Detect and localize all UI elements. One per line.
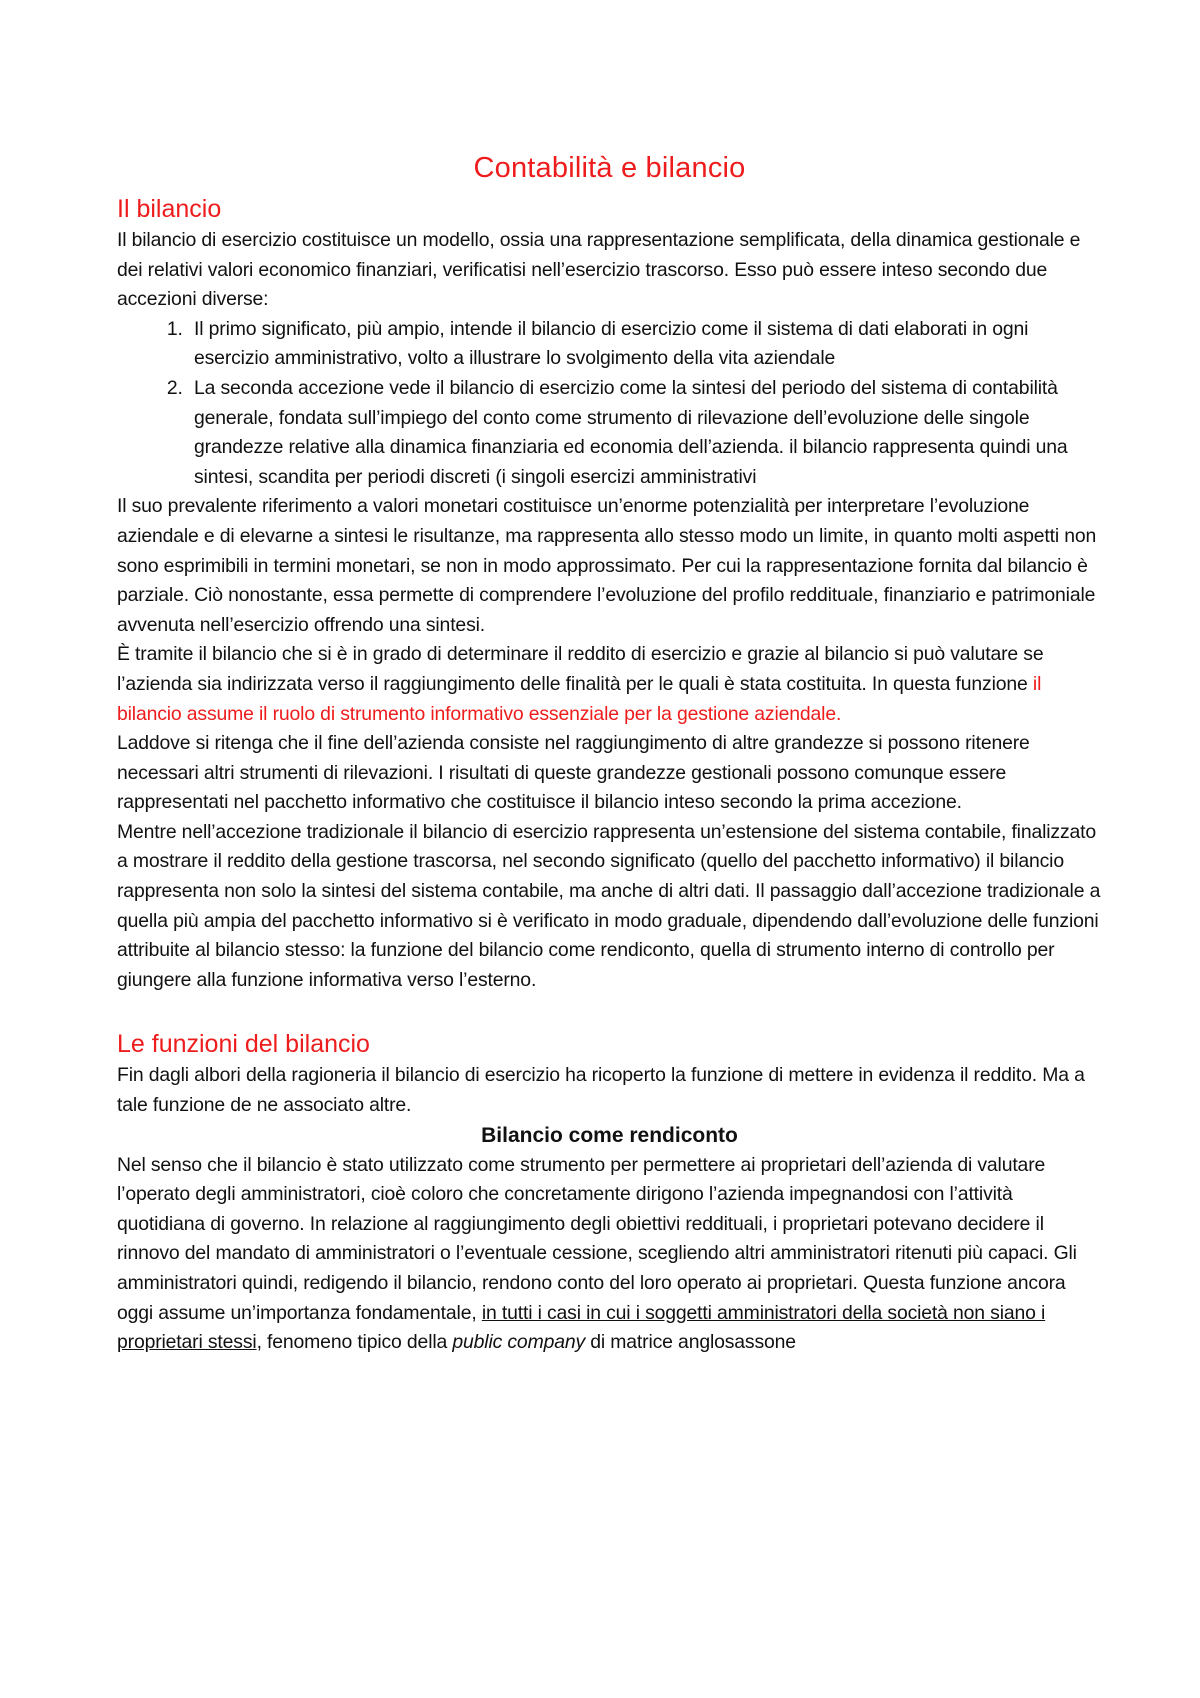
section-heading-funzioni: Le funzioni del bilancio bbox=[117, 1030, 370, 1059]
underlined-text: in tutti i casi in cui i soggetti amministratori della società non siano i proprietari stessi bbox=[117, 1301, 1046, 1354]
paragraph-accezione-tradizionale: Mentre nell’accezione tradizionale il bilancio di esercizio rappresenta un’estensione del sistema contabile, finalizzato a mostrare il reddito della gestione trascorsa, nel secondo significato (quello del pacchetto informativo) il bilancio rappresenta non solo la sintesi del sistema contabile, ma anche di altri dati. Il passaggio dall’accezione tradizionale a quella più ampia del pacchetto informativo si è verificato in modo graduale, dipendendo dall’evoluzione delle funzioni attribuite al bilancio stesso: la funzione del bilancio come rendiconto, quella di strumento interno di controllo per giungere alla funzione informativa verso l’esterno. bbox=[117, 820, 1101, 991]
subheading-rendiconto: Bilancio come rendiconto bbox=[481, 1123, 738, 1147]
paragraph-intro: Il bilancio di esercizio costituisce un modello, ossia una rappresentazione semplificata, della dinamica gestionale e dei relativi valori economico finanziari, verificatisi nell’esercizio trascorso. Esso può essere inteso secondo due accezioni diverse: bbox=[117, 229, 1081, 311]
paragraph-rendiconto-text-3: di matrice anglosassone bbox=[585, 1331, 796, 1354]
paragraph-monetary: Il suo prevalente riferimento a valori monetari costituisce un’enorme potenzialità per interpretare l’evoluzione aziendale e di elevarne a sintesi le risultanze, ma rappresenta allo stesso modo un limite, in quanto molti aspetti non sono esprimibili in termini monetari, se non in modo approssimato. Per cui la rappresentazione fornita dal bilancio è parziale. Ciò nonostante, essa permette di comprendere l’evoluzione del profilo reddituale, finanziario e patrimoniale avvenuta nell’esercizio offrendo una sintesi. bbox=[117, 495, 1097, 636]
paragraph-rendiconto-text: Nel senso che il bilancio è stato utilizzato come strumento per permettere ai proprietari dell’azienda di valutare l’operato degli amministratori, cioè coloro che concretamente dirigono l’azienda impegnandosi con l’attività quotidiana di governo. In relazione al raggiungimento degli obiettivi reddituali, i proprietari potevano decidere il rinnovo del mandato di amministratori o l’eventuale cessione, scegliendo altri amministratori ritenuti più capaci. Gli amministratori quindi, redigendo il bilancio, rendono conto del loro operato ai proprietari. Questa funzione ancora oggi assume un’importanza fondamentale, bbox=[117, 1153, 1077, 1324]
paragraph-funzioni-intro: Fin dagli albori della ragioneria il bilancio di esercizio ha ricoperto la funzione di mettere in evidenza il reddito. Ma a tale funzione de ne associato altre. bbox=[117, 1064, 1085, 1117]
document-title: Contabilità e bilancio bbox=[473, 152, 746, 184]
list-item: 2. La seconda accezione vede il bilancio di esercizio come la sintesi del periodo del sistema di contabilità generale, fondata sull’impiego del conto come strumento di rilevazione dell’evoluzione delle singole grandezze relative alla dinamica finanziaria ed economia dell’azienda. il bilancio rappresenta quindi una sintesi, scandita per periodi discreti (i singoli esercizi amministrativi bbox=[188, 374, 1102, 492]
paragraph-rendiconto bbox=[117, 1151, 1102, 1358]
highlighted-text: il bilancio assume il ruolo di strumento informativo essenziale per la gestione aziendale. bbox=[117, 672, 1042, 725]
italic-text: public company bbox=[452, 1331, 586, 1354]
accezioni-list bbox=[117, 315, 1102, 493]
document-page bbox=[117, 148, 1102, 1358]
paragraph-rendiconto-text-2: , fenomeno tipico della bbox=[256, 1331, 453, 1354]
paragraph-reddito bbox=[117, 640, 1102, 729]
list-item: 1. Il primo significato, più ampio, intende il bilancio di esercizio come il sistema di dati elaborati in ogni esercizio amministrativo, volto a illustrare lo svolgimento della vita aziendale bbox=[188, 315, 1102, 374]
section-heading-bilancio: Il bilancio bbox=[117, 195, 222, 223]
paragraph-reddito-text: È tramite il bilancio che si è in grado di determinare il reddito di esercizio e grazie al bilancio si può valutare se l’azienda sia indirizzata verso il raggiungimento delle finalità per le quali è stata costituita. In questa funzione bbox=[117, 643, 1044, 695]
paragraph-altri-strumenti: Laddove si ritenga che il fine dell’azienda consiste nel raggiungimento di altre grandezze si possono ritenere necessari altri strumenti di rilevazioni. I risultati di queste grandezze gestionali possono comunque essere rappresentati nel pacchetto informativo che costituisce il bilancio inteso secondo la prima accezione. bbox=[117, 732, 1030, 814]
